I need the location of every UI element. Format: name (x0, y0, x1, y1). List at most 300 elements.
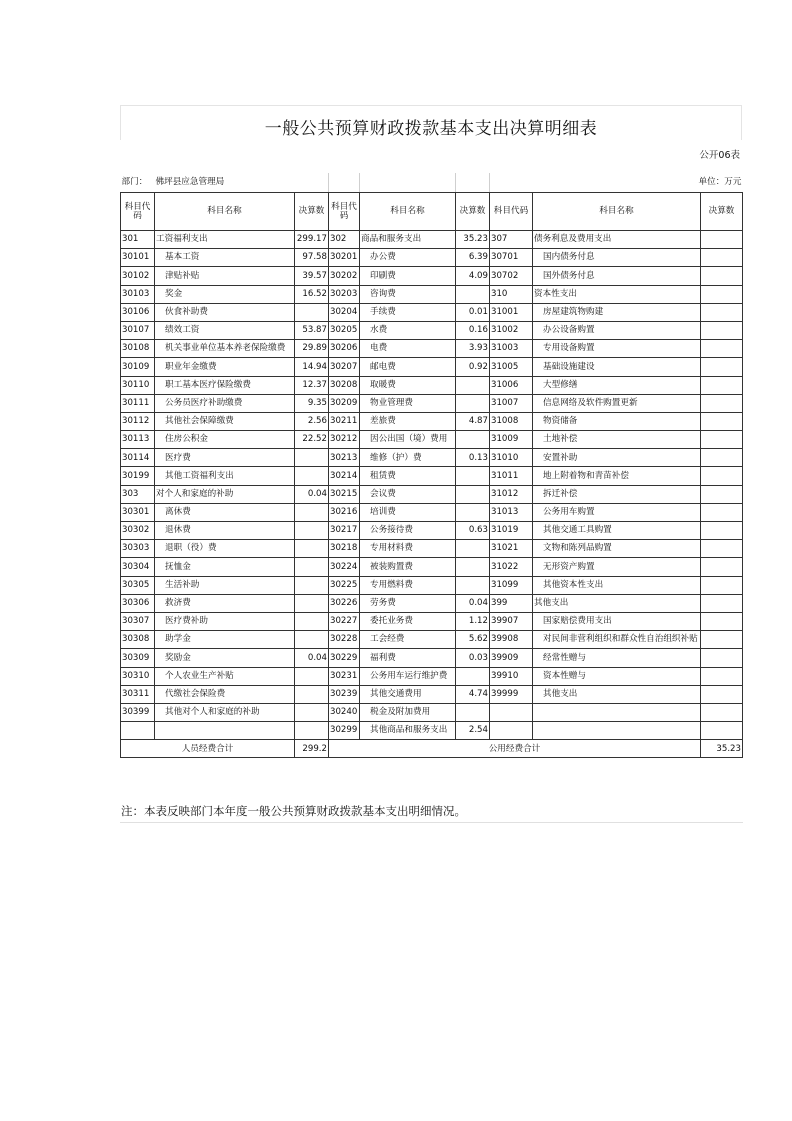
subject-name-cell: 邮电费 (360, 358, 456, 376)
subject-name-cell: 绩效工资 (155, 321, 295, 339)
subject-name-cell: 其他对个人和家庭的补助 (155, 703, 295, 721)
subject-name-cell: 退休费 (155, 522, 295, 540)
subject-name-cell: 劳务费 (360, 594, 456, 612)
amount-cell (456, 540, 490, 558)
personnel-total-value: 299.2 (295, 740, 329, 758)
subject-name-cell: 医疗费 (155, 449, 295, 467)
subject-name-cell: 其他支出 (533, 594, 701, 612)
amount-cell (456, 394, 490, 412)
amount-cell: 2.56 (295, 412, 329, 430)
amount-cell (701, 412, 743, 430)
amount-cell: 53.87 (295, 321, 329, 339)
amount-cell: 5.62 (456, 631, 490, 649)
subject-code-cell: 310 (490, 285, 533, 303)
amount-cell: 3.93 (456, 340, 490, 358)
subject-code-cell: 30226 (329, 594, 360, 612)
header-cell: 科目代码 (329, 193, 360, 231)
table-row (121, 431, 743, 449)
public-total-value: 35.23 (701, 740, 743, 758)
expenditure-table (120, 173, 743, 758)
subject-name-cell: 办公费 (360, 249, 456, 267)
amount-cell (701, 467, 743, 485)
amount-cell: 97.58 (295, 249, 329, 267)
subject-code-cell (490, 703, 533, 721)
amount-cell: 6.39 (456, 249, 490, 267)
amount-cell (701, 431, 743, 449)
amount-cell (701, 722, 743, 740)
subject-code-cell: 31005 (490, 358, 533, 376)
amount-cell: 16.52 (295, 285, 329, 303)
amount-cell (701, 522, 743, 540)
subject-code-cell: 30203 (329, 285, 360, 303)
subject-code-cell: 30306 (121, 594, 155, 612)
amount-cell (295, 685, 329, 703)
amount-cell: 0.13 (456, 449, 490, 467)
subject-code-cell: 31008 (490, 412, 533, 430)
amount-cell (295, 703, 329, 721)
subject-name-cell: 代缴社会保险费 (155, 685, 295, 703)
amount-cell: 4.87 (456, 412, 490, 430)
header-cell: 决算数 (701, 193, 743, 231)
subject-code-cell: 30240 (329, 703, 360, 721)
subject-name-cell: 其他支出 (533, 685, 701, 703)
subject-name-cell: 咨询费 (360, 285, 456, 303)
amount-cell: 4.74 (456, 685, 490, 703)
amount-cell: 0.92 (456, 358, 490, 376)
amount-cell (701, 358, 743, 376)
subject-name-cell: 工会经费 (360, 631, 456, 649)
subject-code-cell: 30228 (329, 631, 360, 649)
amount-cell (456, 558, 490, 576)
subject-name-cell: 因公出国（境）费用 (360, 431, 456, 449)
subject-code-cell: 31009 (490, 431, 533, 449)
subject-name-cell: 医疗费补助 (155, 612, 295, 630)
subject-code-cell: 30110 (121, 376, 155, 394)
subject-code-cell: 30208 (329, 376, 360, 394)
meta-row (121, 173, 743, 193)
subject-code-cell: 30113 (121, 431, 155, 449)
table-row (121, 267, 743, 285)
subject-code-cell: 399 (490, 594, 533, 612)
header-row (121, 193, 743, 231)
dept-label: 部门： (121, 173, 155, 193)
subject-code-cell: 30311 (121, 685, 155, 703)
subject-name-cell: 会议费 (360, 485, 456, 503)
subject-name-cell: 公务员医疗补助缴费 (155, 394, 295, 412)
subject-name-cell: 公务用车运行维护费 (360, 667, 456, 685)
subject-name-cell: 生活补助 (155, 576, 295, 594)
amount-cell (456, 576, 490, 594)
subject-code-cell: 30199 (121, 467, 155, 485)
subject-name-cell: 委托业务费 (360, 612, 456, 630)
amount-cell: 29.89 (295, 340, 329, 358)
subject-code-cell: 30114 (121, 449, 155, 467)
subject-code-cell: 31001 (490, 303, 533, 321)
table-row (121, 231, 743, 249)
amount-cell (456, 503, 490, 521)
subject-name-cell: 信息网络及软件购置更新 (533, 394, 701, 412)
header-cell: 科目名称 (533, 193, 701, 231)
subject-name-cell: 国外债务付息 (533, 267, 701, 285)
subject-name-cell: 其他商品和服务支出 (360, 722, 456, 740)
amount-cell: 9.35 (295, 394, 329, 412)
subject-code-cell: 30103 (121, 285, 155, 303)
table-row (121, 522, 743, 540)
header-cell: 科目代码 (490, 193, 533, 231)
subject-name-cell: 国家赔偿费用支出 (533, 612, 701, 630)
subject-code-cell: 30102 (121, 267, 155, 285)
amount-cell (456, 285, 490, 303)
amount-cell: 299.17 (295, 231, 329, 249)
subject-name-cell: 工资福利支出 (155, 231, 295, 249)
amount-cell (701, 667, 743, 685)
form-number: 公开06表 (699, 150, 740, 161)
subject-code-cell: 39999 (490, 685, 533, 703)
table-row (121, 594, 743, 612)
table-row (121, 540, 743, 558)
subject-name-cell: 商品和服务支出 (360, 231, 456, 249)
amount-cell: 14.94 (295, 358, 329, 376)
subject-code-cell: 30207 (329, 358, 360, 376)
subject-code-cell: 301 (121, 231, 155, 249)
table-row (121, 358, 743, 376)
subject-name-cell: 安置补助 (533, 449, 701, 467)
amount-cell (456, 376, 490, 394)
amount-cell: 2.54 (456, 722, 490, 740)
amount-cell (701, 376, 743, 394)
subject-code-cell: 30212 (329, 431, 360, 449)
amount-cell (701, 685, 743, 703)
subject-name-cell: 债务利息及费用支出 (533, 231, 701, 249)
subject-name-cell: 物资储备 (533, 412, 701, 430)
subject-name-cell: 离休费 (155, 503, 295, 521)
subject-code-cell: 30101 (121, 249, 155, 267)
subject-code-cell: 30214 (329, 467, 360, 485)
amount-cell (701, 540, 743, 558)
table-row (121, 631, 743, 649)
subject-code-cell: 30231 (329, 667, 360, 685)
personnel-total-label: 人员经费合计 (121, 740, 295, 758)
amount-cell (701, 285, 743, 303)
table-row (121, 612, 743, 630)
subject-code-cell: 31019 (490, 522, 533, 540)
unit-label: 单位：万元 (701, 173, 743, 193)
subject-name-cell (155, 722, 295, 740)
header-cell: 科目名称 (155, 193, 295, 231)
subject-code-cell: 302 (329, 231, 360, 249)
subject-code-cell: 30309 (121, 649, 155, 667)
subject-name-cell: 拆迁补偿 (533, 485, 701, 503)
subject-name-cell: 助学金 (155, 631, 295, 649)
subject-name-cell: 基本工资 (155, 249, 295, 267)
subject-code-cell: 30701 (490, 249, 533, 267)
subject-name-cell: 土地补偿 (533, 431, 701, 449)
amount-cell: 0.04 (456, 594, 490, 612)
subject-code-cell: 307 (490, 231, 533, 249)
subject-name-cell: 取暖费 (360, 376, 456, 394)
subject-name-cell: 其他交通工具购置 (533, 522, 701, 540)
amount-cell (295, 612, 329, 630)
subject-name-cell: 个人农业生产补贴 (155, 667, 295, 685)
subject-name-cell: 资本性支出 (533, 285, 701, 303)
subject-code-cell: 30227 (329, 612, 360, 630)
subject-name-cell: 对个人和家庭的补助 (155, 485, 295, 503)
table-row (121, 467, 743, 485)
amount-cell (701, 267, 743, 285)
subject-name-cell: 机关事业单位基本养老保险缴费 (155, 340, 295, 358)
subject-name-cell: 抚恤金 (155, 558, 295, 576)
table-row (121, 412, 743, 430)
subject-code-cell: 30308 (121, 631, 155, 649)
amount-cell: 1.12 (456, 612, 490, 630)
subject-name-cell: 国内债务付息 (533, 249, 701, 267)
subject-code-cell: 30111 (121, 394, 155, 412)
subject-name-cell: 专用燃料费 (360, 576, 456, 594)
table-row (121, 649, 743, 667)
subject-code-cell: 31007 (490, 394, 533, 412)
table-row (121, 703, 743, 721)
subject-name-cell: 对民间非营利组织和群众性自治组织补贴 (533, 631, 701, 649)
header-cell: 决算数 (456, 193, 490, 231)
subject-code-cell: 30106 (121, 303, 155, 321)
subject-code-cell: 39910 (490, 667, 533, 685)
amount-cell (701, 394, 743, 412)
subject-code-cell: 30112 (121, 412, 155, 430)
subject-name-cell: 奖励金 (155, 649, 295, 667)
subject-code-cell: 30302 (121, 522, 155, 540)
subject-name-cell: 电费 (360, 340, 456, 358)
amount-cell (295, 303, 329, 321)
subject-name-cell: 救济费 (155, 594, 295, 612)
table-row (121, 303, 743, 321)
subject-name-cell: 伙食补助费 (155, 303, 295, 321)
amount-cell (295, 722, 329, 740)
table-row (121, 667, 743, 685)
totals-row (121, 740, 743, 758)
subject-name-cell: 手续费 (360, 303, 456, 321)
amount-cell (701, 303, 743, 321)
subject-code-cell: 31013 (490, 503, 533, 521)
subject-name-cell: 无形资产购置 (533, 558, 701, 576)
amount-cell (295, 558, 329, 576)
subject-code-cell: 30107 (121, 321, 155, 339)
subject-code-cell: 39908 (490, 631, 533, 649)
amount-cell: 0.63 (456, 522, 490, 540)
subject-name-cell: 其他交通费用 (360, 685, 456, 703)
subject-code-cell: 30215 (329, 485, 360, 503)
table-row (121, 558, 743, 576)
subject-name-cell: 租赁费 (360, 467, 456, 485)
subject-code-cell: 30299 (329, 722, 360, 740)
subject-code-cell: 39909 (490, 649, 533, 667)
amount-cell: 12.37 (295, 376, 329, 394)
table-row (121, 722, 743, 740)
subject-name-cell: 福利费 (360, 649, 456, 667)
subject-name-cell: 物业管理费 (360, 394, 456, 412)
subject-code-cell: 30108 (121, 340, 155, 358)
subject-code-cell: 30239 (329, 685, 360, 703)
subject-name-cell (533, 703, 701, 721)
subject-name-cell: 被装购置费 (360, 558, 456, 576)
amount-cell (295, 631, 329, 649)
table-row (121, 394, 743, 412)
amount-cell (701, 612, 743, 630)
subject-name-cell: 其他社会保障缴费 (155, 412, 295, 430)
amount-cell: 0.04 (295, 649, 329, 667)
report-sheet (120, 105, 742, 818)
amount-cell (701, 703, 743, 721)
amount-cell (295, 449, 329, 467)
subject-name-cell: 职工基本医疗保险缴费 (155, 376, 295, 394)
subject-name-cell: 办公设备购置 (533, 321, 701, 339)
amount-cell (701, 594, 743, 612)
subject-name-cell: 维修（护）费 (360, 449, 456, 467)
amount-cell (701, 321, 743, 339)
subject-code-cell: 30303 (121, 540, 155, 558)
subject-code-cell: 30213 (329, 449, 360, 467)
subject-code-cell: 30304 (121, 558, 155, 576)
table-row (121, 285, 743, 303)
table-row (121, 376, 743, 394)
amount-cell (456, 467, 490, 485)
amount-cell (701, 649, 743, 667)
subject-code-cell: 30310 (121, 667, 155, 685)
amount-cell (701, 231, 743, 249)
header-cell: 科目代码 (121, 193, 155, 231)
amount-cell: 4.09 (456, 267, 490, 285)
amount-cell (456, 667, 490, 685)
subject-name-cell: 专用设备购置 (533, 340, 701, 358)
subject-name-cell: 税金及附加费用 (360, 703, 456, 721)
subject-code-cell: 30224 (329, 558, 360, 576)
subject-name-cell: 经常性赠与 (533, 649, 701, 667)
subject-code-cell: 30225 (329, 576, 360, 594)
subject-name-cell: 津贴补贴 (155, 267, 295, 285)
amount-cell (295, 594, 329, 612)
subject-name-cell: 基础设施建设 (533, 358, 701, 376)
amount-cell: 0.03 (456, 649, 490, 667)
amount-cell: 35.23 (456, 231, 490, 249)
amount-cell (701, 449, 743, 467)
subject-code-cell: 31099 (490, 576, 533, 594)
subject-code-cell: 31011 (490, 467, 533, 485)
subject-code-cell: 30702 (490, 267, 533, 285)
subject-code-cell: 30204 (329, 303, 360, 321)
subject-name-cell: 奖金 (155, 285, 295, 303)
amount-cell: 39.57 (295, 267, 329, 285)
amount-cell (456, 703, 490, 721)
report-title: 一般公共预算财政拨款基本支出决算明细表 (264, 119, 598, 139)
table-row (121, 503, 743, 521)
footnote: 注：本表反映部门本年度一般公共预算财政拨款基本支出明细情况。 (120, 800, 743, 823)
subject-code-cell: 30211 (329, 412, 360, 430)
subject-name-cell (533, 722, 701, 740)
subject-code-cell: 31010 (490, 449, 533, 467)
subject-code-cell: 30218 (329, 540, 360, 558)
amount-cell: 0.01 (456, 303, 490, 321)
amount-cell (295, 522, 329, 540)
subject-code-cell: 303 (121, 485, 155, 503)
amount-cell: 0.16 (456, 321, 490, 339)
table-row (121, 449, 743, 467)
subject-name-cell: 差旅费 (360, 412, 456, 430)
table-row (121, 685, 743, 703)
subject-code-cell: 30202 (329, 267, 360, 285)
amount-cell (295, 667, 329, 685)
amount-cell (295, 576, 329, 594)
amount-cell (456, 485, 490, 503)
subject-code-cell: 30217 (329, 522, 360, 540)
table-row (121, 485, 743, 503)
amount-cell (701, 340, 743, 358)
subject-name-cell: 职业年金缴费 (155, 358, 295, 376)
public-total-label: 公用经费合计 (329, 740, 701, 758)
subject-code-cell: 30229 (329, 649, 360, 667)
subject-name-cell: 其他资本性支出 (533, 576, 701, 594)
subject-code-cell: 31002 (490, 321, 533, 339)
amount-cell (701, 576, 743, 594)
table-row (121, 249, 743, 267)
subject-code-cell (121, 722, 155, 740)
subject-code-cell: 30305 (121, 576, 155, 594)
amount-cell (701, 249, 743, 267)
title-area (120, 105, 742, 140)
amount-cell (701, 485, 743, 503)
subject-code-cell: 39907 (490, 612, 533, 630)
subject-name-cell: 退职（役）费 (155, 540, 295, 558)
subject-name-cell: 文物和陈列品购置 (533, 540, 701, 558)
header-cell: 科目名称 (360, 193, 456, 231)
subject-name-cell: 住房公积金 (155, 431, 295, 449)
subject-name-cell: 公务用车购置 (533, 503, 701, 521)
subject-code-cell: 30216 (329, 503, 360, 521)
subject-code-cell: 31003 (490, 340, 533, 358)
subject-name-cell: 专用材料费 (360, 540, 456, 558)
header-cell: 决算数 (295, 193, 329, 231)
subject-name-cell: 公务接待费 (360, 522, 456, 540)
subject-name-cell: 水费 (360, 321, 456, 339)
subject-code-cell: 31021 (490, 540, 533, 558)
subject-name-cell: 资本性赠与 (533, 667, 701, 685)
table-row (121, 340, 743, 358)
dept-name: 佛坪县应急管理局 (155, 173, 295, 193)
subject-name-cell: 房屋建筑物购建 (533, 303, 701, 321)
subject-code-cell: 31022 (490, 558, 533, 576)
amount-cell: 22.52 (295, 431, 329, 449)
subject-code-cell: 31006 (490, 376, 533, 394)
subject-code-cell: 30307 (121, 612, 155, 630)
amount-cell (295, 540, 329, 558)
subject-name-cell: 地上附着物和青苗补偿 (533, 467, 701, 485)
subject-code-cell: 31012 (490, 485, 533, 503)
amount-cell (456, 431, 490, 449)
table-row (121, 321, 743, 339)
subject-name-cell: 其他工资福利支出 (155, 467, 295, 485)
amount-cell (295, 467, 329, 485)
amount-cell (701, 503, 743, 521)
amount-cell (701, 631, 743, 649)
subject-name-cell: 培训费 (360, 503, 456, 521)
subject-code-cell: 30209 (329, 394, 360, 412)
subject-code-cell: 30301 (121, 503, 155, 521)
subject-code-cell: 30206 (329, 340, 360, 358)
subject-code-cell: 30205 (329, 321, 360, 339)
amount-cell (701, 558, 743, 576)
subject-code-cell: 30201 (329, 249, 360, 267)
amount-cell: 0.04 (295, 485, 329, 503)
amount-cell (295, 503, 329, 521)
subject-name-cell: 印刷费 (360, 267, 456, 285)
